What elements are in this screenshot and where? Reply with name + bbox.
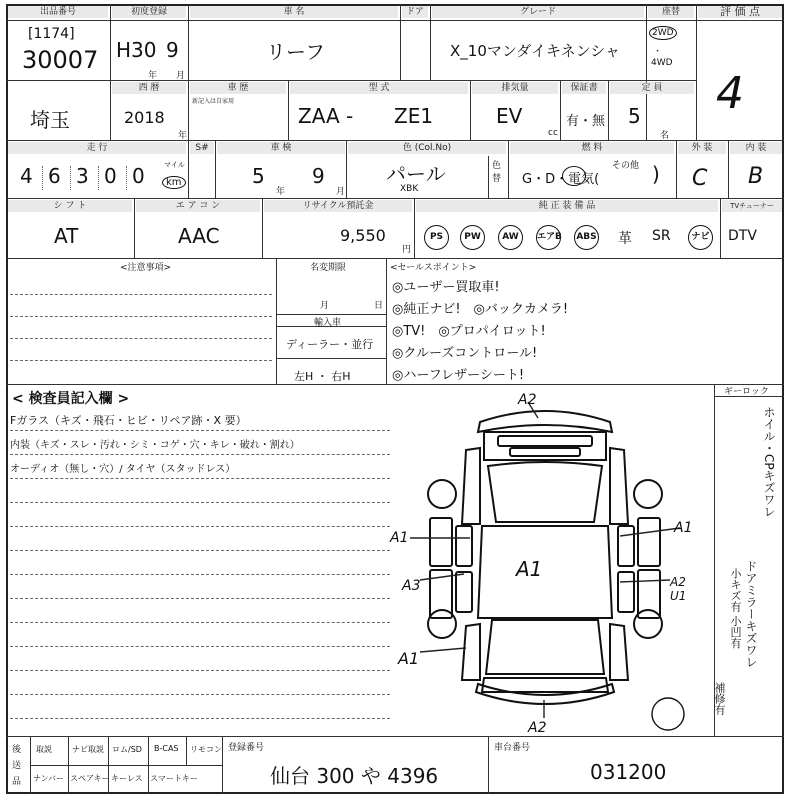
- rule: [10, 526, 390, 527]
- rule: [126, 166, 127, 190]
- damage-mark: A1: [674, 520, 693, 536]
- mileage-label: 走 行: [8, 142, 186, 154]
- inspection-year: 5: [252, 164, 265, 188]
- rule: [10, 622, 390, 623]
- import-label: 輸入車: [314, 318, 342, 328]
- month-unit-3: 月: [336, 187, 346, 197]
- rule: [188, 140, 189, 198]
- rule: [696, 4, 697, 140]
- rule: [134, 198, 135, 258]
- displacement-value: EV: [496, 104, 523, 128]
- equipment-aw-mark: AW: [498, 225, 523, 250]
- forwarded-item: ロム/SD: [112, 745, 142, 754]
- rule: [68, 736, 69, 794]
- rule: [148, 736, 149, 794]
- lot-number-label: 出品番号: [8, 6, 108, 18]
- plate-label: 登録番号: [228, 743, 265, 753]
- model-name: リーフ: [266, 40, 325, 64]
- exterior-label: 外 装: [678, 142, 726, 154]
- km-unit: km: [162, 176, 186, 189]
- rule: [560, 80, 561, 140]
- equipment-pw-mark: PW: [460, 225, 485, 250]
- rule: [400, 4, 401, 80]
- displacement-label: 排気量: [472, 82, 558, 94]
- capacity-unit: 名: [660, 131, 670, 141]
- rule: [10, 454, 390, 455]
- rule: [98, 166, 99, 190]
- rule: [6, 384, 784, 385]
- rule: [430, 4, 431, 80]
- damage-mark: A1: [390, 530, 409, 546]
- damage-mark: A3: [402, 578, 421, 594]
- rule: [186, 736, 187, 765]
- forwarded-item: キーレス: [111, 774, 143, 783]
- damage-mark: A2: [528, 720, 547, 734]
- cc-unit: cc: [548, 128, 558, 138]
- rule: [10, 316, 272, 317]
- history-label: 車 歴: [190, 82, 286, 94]
- name-change-day: 日: [374, 301, 384, 311]
- caution-label: <注意事項>: [120, 263, 172, 273]
- damage-mark: A1: [516, 557, 543, 581]
- registration-month: 9: [166, 38, 179, 62]
- rule: [10, 718, 390, 719]
- rule: [10, 598, 390, 599]
- drive-separator: ・: [653, 47, 663, 57]
- key-lock-label: ギーロック: [724, 387, 769, 397]
- rule: [30, 765, 222, 766]
- rule: [276, 358, 386, 359]
- forwarded-item: リモコン: [190, 745, 222, 754]
- year-unit-3: 年: [276, 187, 286, 197]
- forwarded-item: 取説: [36, 745, 52, 754]
- interior-grade: B: [748, 164, 764, 189]
- inspector-title: < 検査員記入欄 >: [12, 391, 130, 407]
- recycle-label: リサイクル預託金: [264, 200, 412, 212]
- ac-label: エ ア コ ン: [136, 200, 260, 212]
- grade-value: X_10マンダイキネンシャ: [450, 42, 620, 60]
- equipment-leather: 革: [618, 231, 632, 247]
- equipment-airbag-mark: エアB: [536, 225, 561, 250]
- shift-value: AT: [54, 224, 79, 248]
- mileage-digit: 6: [48, 164, 61, 188]
- rule: [470, 80, 471, 140]
- forwarded-items-label: 後送品: [12, 745, 22, 787]
- rule: [10, 294, 272, 295]
- chassis-number: 031200: [590, 760, 667, 784]
- fuel-circle: [562, 166, 586, 186]
- note-wheel-cap: ホイル・CPキズワレ: [762, 406, 776, 518]
- rule: [10, 694, 390, 695]
- car-outline: [428, 411, 662, 704]
- equipment-navi: [688, 224, 713, 250]
- history-note: 新記入は自家用: [192, 98, 235, 105]
- mileage-digit: 4: [20, 164, 33, 188]
- lot-code: [1174]: [28, 26, 75, 42]
- equipment-abs-mark: ABS: [574, 225, 599, 250]
- forwarded-item: ナビ取説: [72, 745, 104, 754]
- yen-unit: 円: [402, 245, 412, 255]
- rule: [188, 4, 189, 80]
- seats-label: 座替: [648, 6, 694, 18]
- fuel-other-label: その他: [612, 161, 640, 171]
- stamp-circle: [652, 698, 684, 730]
- sales-point: ◎ハーフレザーシート!: [392, 368, 525, 383]
- warranty-label: 保証書: [562, 82, 606, 94]
- overall-score: 4: [716, 68, 744, 119]
- forwarded-item: B-CAS: [154, 744, 179, 753]
- drive-4wd: 4WD: [651, 58, 673, 68]
- equipment-navi-mark: ナビ: [688, 225, 713, 250]
- rule: [10, 550, 390, 551]
- rule: [110, 4, 111, 140]
- model-code: ZE1: [394, 104, 434, 128]
- equipment-pw: [460, 224, 485, 250]
- forwarded-item: ナンバー: [33, 774, 65, 783]
- rule: [10, 670, 390, 671]
- ad-year-label: 西 暦: [112, 82, 186, 94]
- sales-point: ◎純正ナビ! ◎バックカメラ!: [392, 302, 569, 317]
- inspection-label: 車 検: [217, 142, 345, 154]
- inspection-month: 9: [312, 164, 325, 188]
- model-label: 車 名: [190, 6, 398, 18]
- equipment-ps: [424, 224, 449, 250]
- sales-point: ◎クルーズコントロール!: [392, 346, 538, 361]
- mileage-digit: 0: [132, 164, 145, 188]
- rule: [386, 258, 387, 384]
- chassis-label: 車台番号: [494, 743, 531, 753]
- rule: [346, 140, 347, 198]
- damage-leaders: [410, 402, 680, 718]
- lot-number: 30007: [22, 46, 99, 74]
- rule: [10, 502, 390, 503]
- year-unit: 年: [148, 71, 158, 81]
- shift-code-label: S#: [190, 142, 214, 154]
- rule: [414, 198, 415, 258]
- name-change-label: 名変期限: [310, 263, 347, 273]
- damage-mark: U1: [670, 589, 687, 603]
- drive-2wd: 2WD: [649, 26, 677, 40]
- prefecture: 埼玉: [30, 108, 70, 132]
- rule: [10, 338, 272, 339]
- rule: [10, 360, 272, 361]
- mileage-digit: 0: [104, 164, 117, 188]
- sales-point: ◎TV! ◎プロパイロット!: [392, 324, 546, 339]
- equipment-aw: [498, 224, 523, 250]
- equipment-sunroof: SR: [652, 228, 671, 244]
- equipment-abs: [574, 224, 599, 250]
- rule: [42, 166, 43, 190]
- model-prefix: ZAA -: [298, 104, 354, 128]
- color-value: パール: [386, 162, 446, 186]
- dealer-value: ディーラー・並行: [286, 338, 374, 351]
- door-label: ドア: [402, 6, 428, 18]
- inspector-line-windshield: Fガラス（キズ・飛石・ヒビ・リペア跡・X 要）: [10, 414, 247, 427]
- capacity-value: 5: [628, 104, 641, 128]
- exterior-grade: C: [692, 166, 708, 191]
- note-repaired: 補修有: [713, 682, 726, 715]
- color-label: 色 (Col.No): [348, 142, 506, 154]
- year-unit-2: 年: [178, 131, 188, 141]
- rule: [646, 4, 647, 140]
- rule: [108, 736, 109, 794]
- note-small-dents: 小キズ有 小凹有: [729, 568, 742, 649]
- rule: [10, 646, 390, 647]
- rule: [10, 574, 390, 575]
- forwarded-item: スマートキー: [150, 774, 198, 783]
- damage-mark: A1: [398, 649, 420, 668]
- rule: [188, 80, 189, 140]
- tv-tuner-value: DTV: [728, 228, 757, 244]
- capacity-label: 定 員: [610, 82, 694, 94]
- color-change-label: 色替: [492, 161, 502, 184]
- rule: [608, 80, 609, 140]
- rule: [70, 166, 71, 190]
- rule: [720, 198, 721, 258]
- warranty-value: 有・無: [566, 114, 606, 129]
- score-label: 評 価 点: [698, 6, 782, 18]
- shift-label: シ フ ト: [8, 200, 132, 212]
- inspector-line-audio: オーディオ（無し・穴）/ タイヤ（スタッドレス）: [10, 464, 236, 475]
- fuel-close: ): [652, 162, 660, 186]
- month-unit: 月: [176, 71, 186, 81]
- forwarded-item: スペアキー: [70, 774, 110, 783]
- fuel-value: G・D・電気(: [522, 172, 600, 187]
- handle-value: 左H ・ 右H: [294, 370, 351, 383]
- rule: [6, 736, 784, 737]
- rule: [6, 20, 784, 21]
- first-registration-label: 初度登録: [112, 6, 186, 18]
- car-damage-diagram: [380, 388, 712, 734]
- color-code: XBK: [400, 184, 419, 194]
- rule: [262, 198, 263, 258]
- tv-tuner-label: TVチューナー: [722, 200, 782, 212]
- rule: [676, 140, 677, 198]
- interior-label: 内 装: [730, 142, 782, 154]
- note-door-mirror: ドアミラーキズワレ: [744, 560, 758, 668]
- registration-era: H30: [116, 38, 157, 62]
- fuel-label: 燃 料: [510, 142, 674, 154]
- name-change-month: 月: [320, 301, 330, 311]
- ac-value: AAC: [178, 224, 220, 248]
- rule: [288, 80, 289, 140]
- inspector-line-interior: 内装（キズ・スレ・汚れ・シミ・コゲ・穴・キレ・破れ・割れ）: [10, 440, 300, 451]
- ad-year: 2018: [124, 108, 165, 127]
- equipment-label: 純 正 装 備 品: [416, 200, 718, 212]
- rule: [215, 140, 216, 198]
- recycle-value: 9,550: [340, 226, 386, 245]
- rule: [488, 736, 489, 794]
- type-label: 型 式: [290, 82, 468, 94]
- equipment-airbag: [536, 224, 561, 250]
- mile-unit: マイル: [164, 161, 185, 169]
- mileage-digit: 3: [76, 164, 89, 188]
- damage-mark: A2: [518, 392, 537, 408]
- damage-mark: A2: [670, 575, 686, 589]
- equipment-ps-mark: PS: [424, 225, 449, 250]
- rule: [10, 478, 390, 479]
- rule: [6, 198, 784, 199]
- rule: [728, 140, 729, 198]
- rule: [10, 430, 390, 431]
- rule: [276, 258, 277, 384]
- rule: [222, 736, 223, 794]
- rule: [488, 156, 489, 198]
- sales-points-label: <セールスポイント>: [390, 263, 477, 273]
- rule: [508, 140, 509, 198]
- grade-label: グレード: [432, 6, 644, 18]
- sales-point: ◎ユーザー買取車!: [392, 280, 500, 295]
- plate-number: 仙台 300 や 4396: [270, 764, 439, 788]
- rule: [6, 258, 784, 259]
